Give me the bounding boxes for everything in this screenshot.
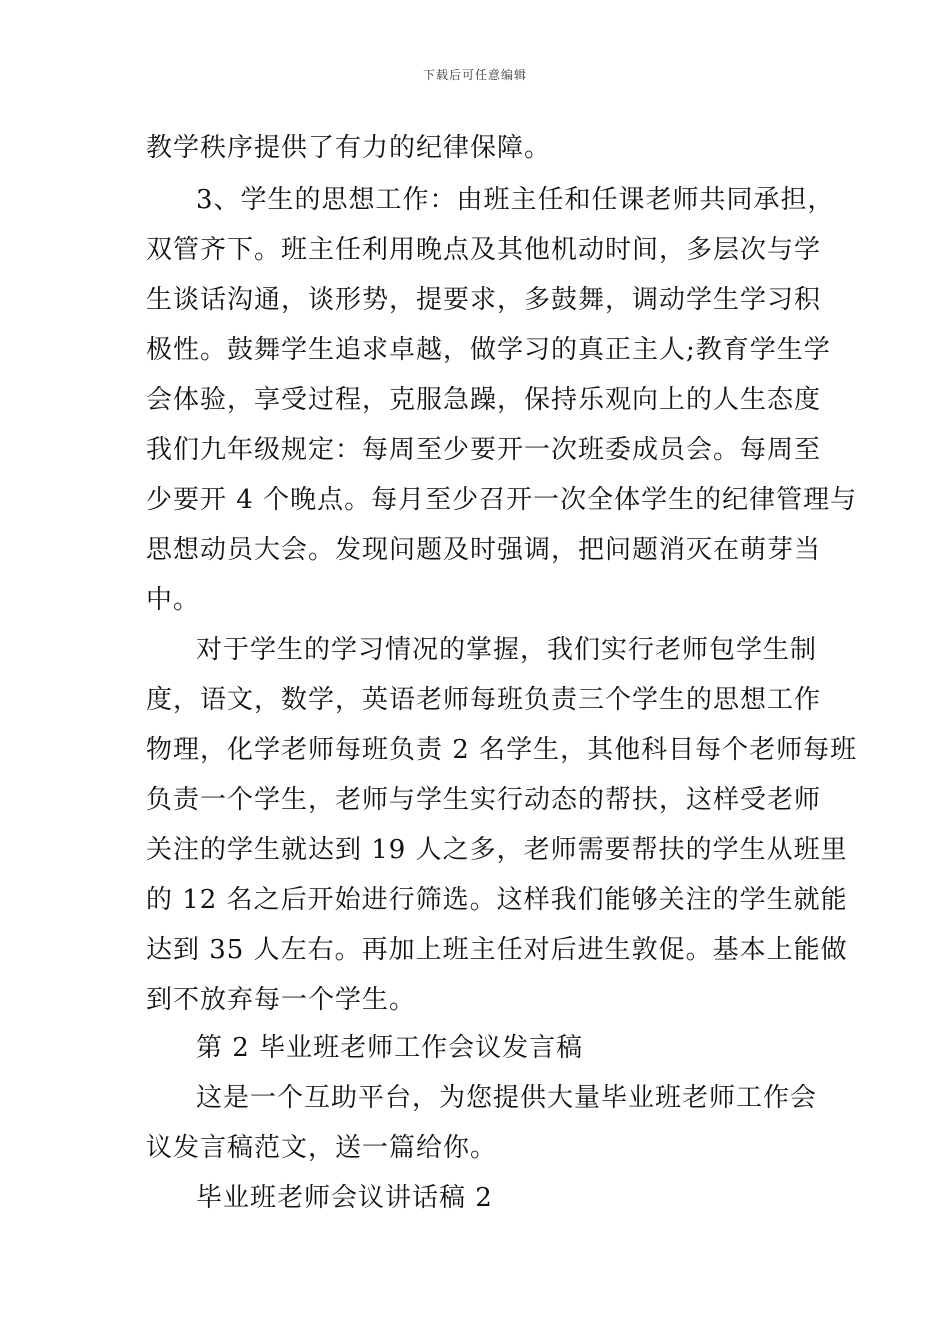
- text-line: 度，语文，数学，英语老师每班负责三个学生的思想工作: [146, 685, 822, 715]
- text-line: 极性。鼓舞学生追求卓越，做学习的真正主人;教育学生学: [146, 335, 831, 365]
- text-line: 对于学生的学习情况的掌握，我们实行老师包学生制: [196, 635, 818, 665]
- text-line: 关注的学生就达到 19 人之多，老师需要帮扶的学生从班里: [146, 835, 848, 865]
- section-heading: 第 2 毕业班老师工作会议发言稿: [196, 1033, 584, 1063]
- text-line: 到不放弃每一个学生。: [146, 985, 417, 1015]
- text-line: 思想动员大会。发现问题及时强调，把问题消灭在萌芽当: [146, 535, 822, 565]
- text-line: 我们九年级规定：每周至少要开一次班委成员会。每周至: [146, 435, 822, 465]
- text-line: 达到 35 人左右。再加上班主任对后进生敦促。基本上能做: [146, 935, 848, 965]
- text-line: 双管齐下。班主任利用晚点及其他机动时间，多层次与学: [146, 235, 822, 265]
- text-line: 少要开 4 个晚点。每月至少召开一次全体学生的纪律管理与: [146, 485, 858, 515]
- text-line: 物理，化学老师每班负责 2 名学生，其他科目每个老师每班: [146, 735, 858, 765]
- text-line: 中。: [146, 585, 201, 615]
- text-line: 会体验，享受过程，克服急躁，保持乐观向上的人生态度: [146, 385, 822, 415]
- section-heading: 毕业班老师会议讲话稿 2: [196, 1183, 493, 1213]
- header-note: 下载后可任意编辑: [422, 68, 527, 82]
- text-line: 3、学生的思想工作：由班主任和任课老师共同承担，: [196, 185, 835, 215]
- text-line: 议发言稿范文，送一篇给你。: [146, 1133, 498, 1163]
- text-line: 这是一个互助平台，为您提供大量毕业班老师工作会: [196, 1083, 818, 1113]
- text-line: 的 12 名之后开始进行筛选。这样我们能够关注的学生就能: [146, 885, 848, 915]
- text-line: 生谈话沟通，谈形势，提要求，多鼓舞，调动学生学习积: [146, 285, 822, 315]
- text-line: 负责一个学生，老师与学生实行动态的帮扶，这样受老师: [146, 785, 822, 815]
- text-line: 教学秩序提供了有力的纪律保障。: [146, 133, 552, 163]
